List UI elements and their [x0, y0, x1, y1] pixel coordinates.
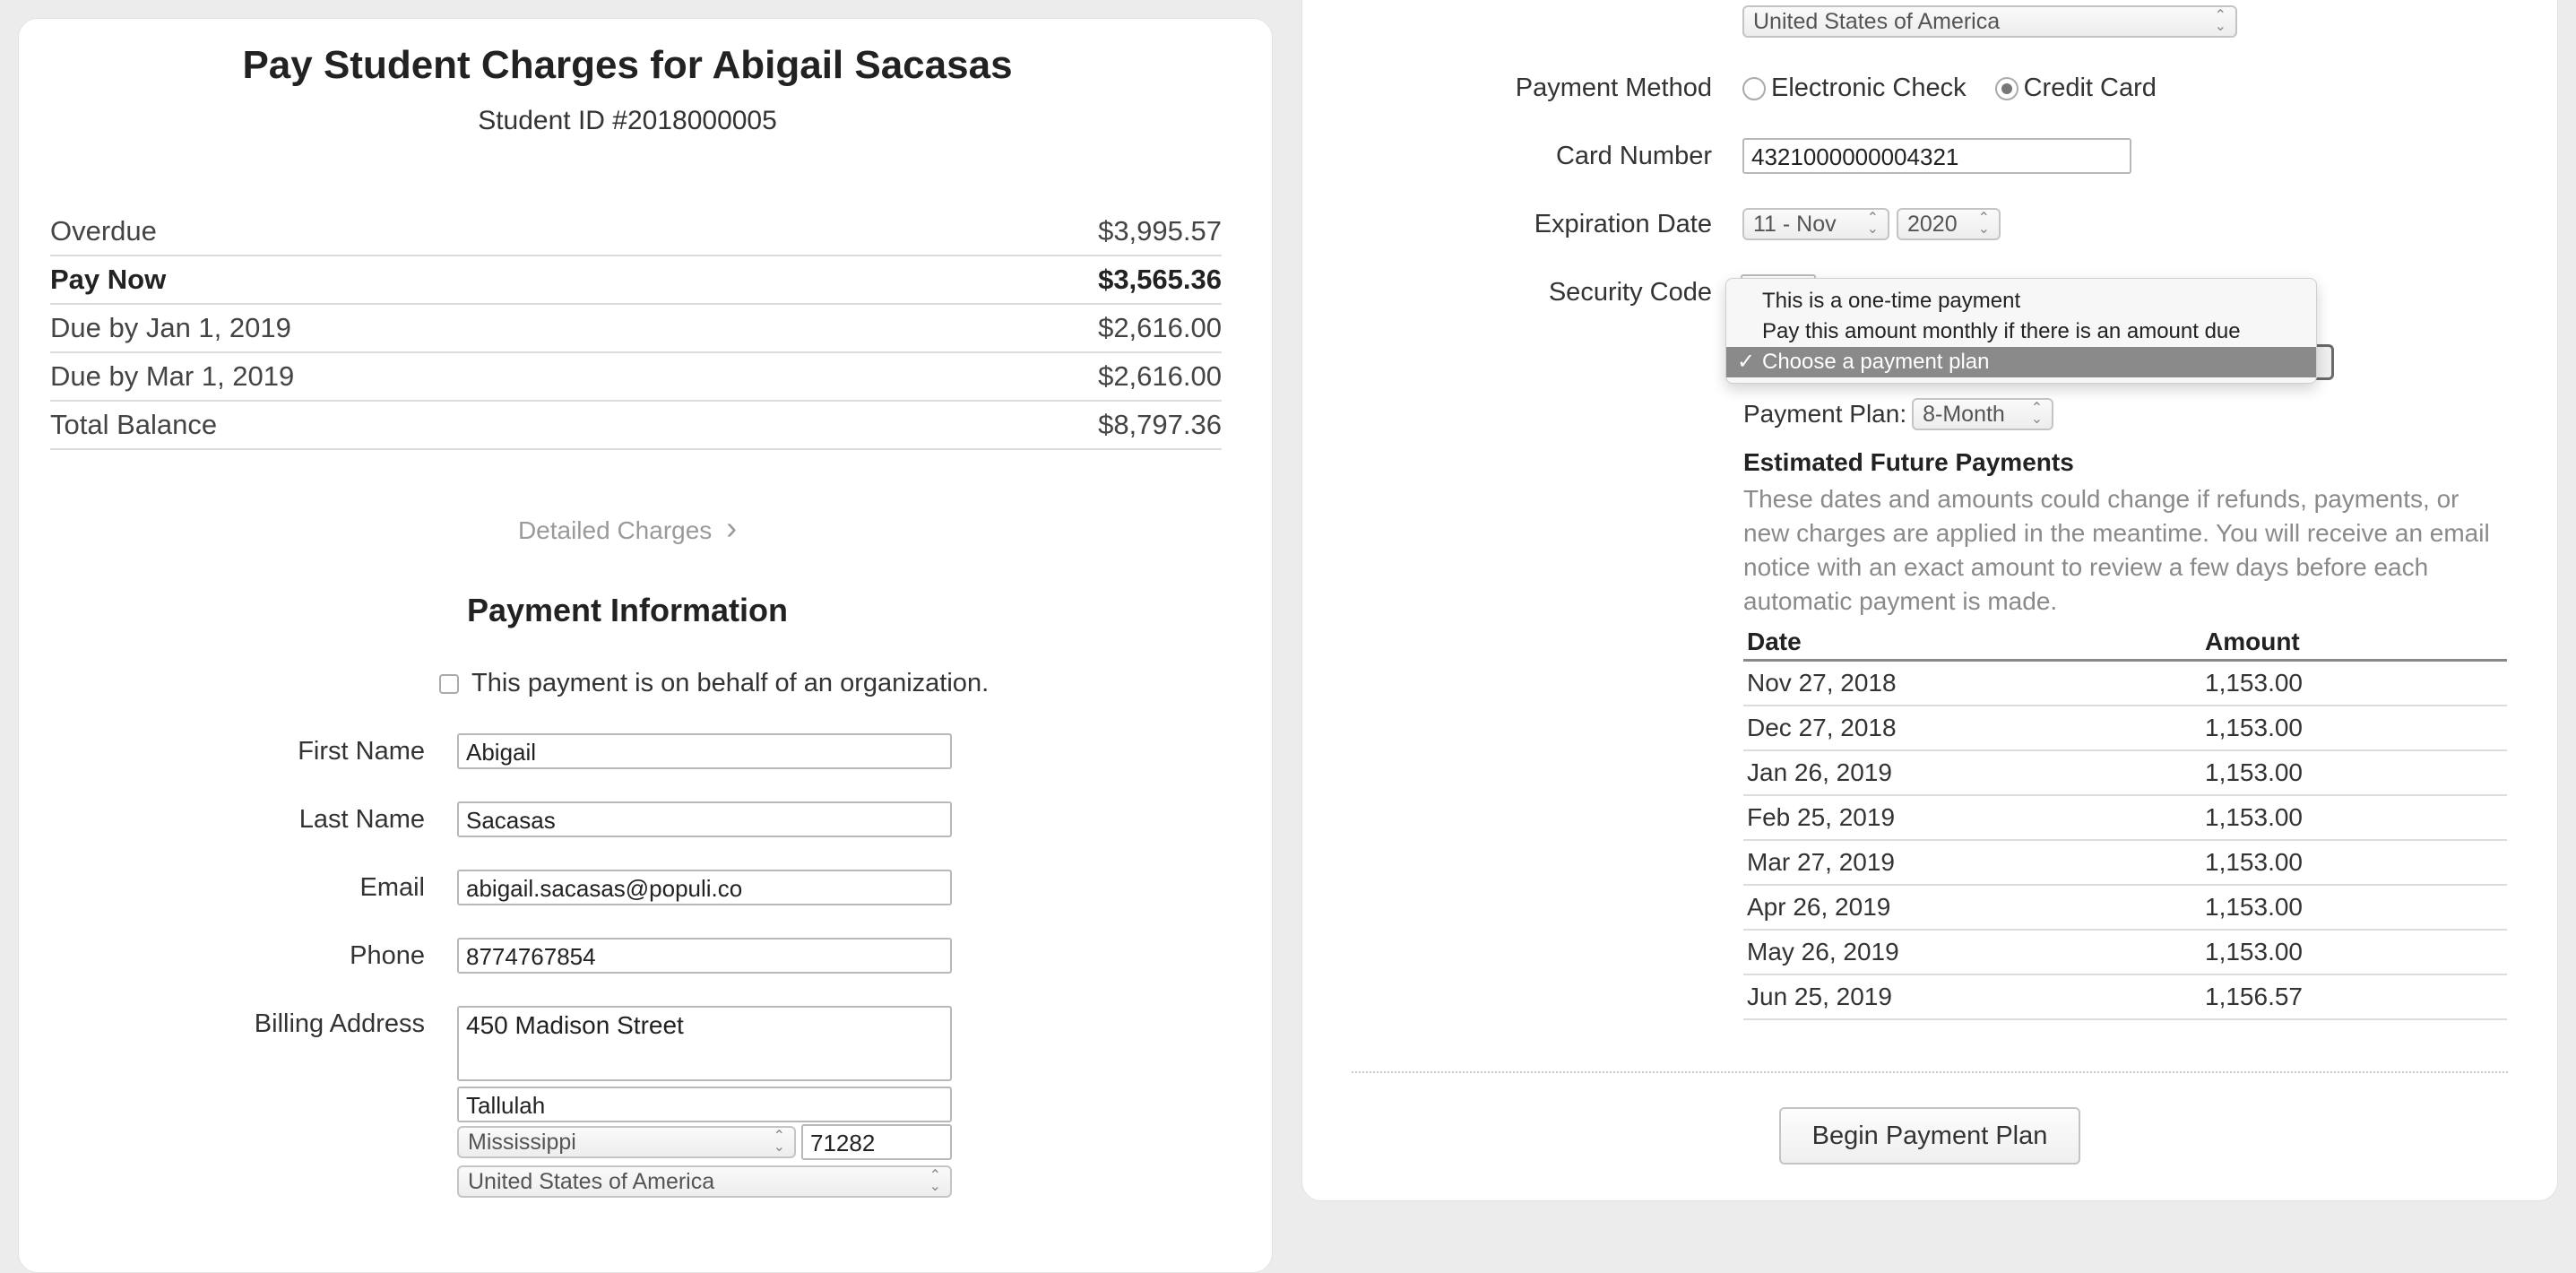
charge-label: Due by Jan 1, 2019 — [50, 312, 291, 343]
schedule-amount: 1,153.00 — [2205, 938, 2303, 966]
menu-item-monthly[interactable] — [1726, 316, 2316, 347]
schedule-amount: 1,153.00 — [2205, 758, 2303, 786]
schedule-amount: 1,156.57 — [2205, 983, 2303, 1010]
country-select[interactable] — [457, 1165, 952, 1198]
estimated-payments-title: Estimated Future Payments — [1743, 448, 2074, 476]
schedule-date: Jan 26, 2019 — [1747, 758, 1892, 786]
street-address-field[interactable]: 450 Madison Street — [457, 1006, 952, 1081]
schedule-amount: 1,153.00 — [2205, 893, 2303, 921]
exp-month-select[interactable] — [1742, 208, 1889, 240]
electronic-check-option[interactable] — [1742, 74, 1967, 103]
billing-address-label: Billing Address — [254, 1009, 425, 1038]
country-select-top[interactable] — [1742, 5, 2237, 38]
schedule-date: Mar 27, 2019 — [1747, 848, 1895, 876]
payment-plan-row — [1743, 398, 2053, 430]
schedule-date: Jun 25, 2019 — [1747, 983, 1892, 1010]
date-column-header: Date — [1747, 627, 1802, 655]
table-row — [1743, 886, 2507, 931]
payment-plan-value: 8-Month — [1923, 401, 2005, 427]
menu-item-label: This is a one-time payment — [1762, 289, 2021, 313]
select-arrows-icon: ⌃ ⌄ — [2214, 8, 2226, 34]
charge-row-overdue — [50, 208, 1222, 256]
student-charges-card — [18, 18, 1273, 1273]
estimated-payments-description: These dates and amounts could change if refunds, payments, or new charges are applied in the meantime. You will receive an email notice with an exact amount to review a few days before each automatic payment is made. — [1743, 485, 2490, 615]
charge-amount: $8,797.36 — [1098, 409, 1222, 440]
payment-method-label: Payment Method — [1515, 74, 1712, 102]
menu-item-label: Choose a payment plan — [1762, 350, 1990, 374]
schedule-date: May 26, 2019 — [1747, 938, 1899, 966]
payment-plan-label: Payment Plan: — [1743, 400, 1907, 428]
exp-year-value: 2020 — [1907, 211, 1958, 237]
phone-field[interactable]: 8774767854 — [457, 938, 952, 974]
credit-card-label: Credit Card — [2023, 74, 2157, 102]
credit-card-option[interactable] — [1995, 74, 2157, 103]
select-arrows-icon: ⌃ ⌄ — [2030, 401, 2044, 427]
table-row — [1743, 841, 2507, 886]
credit-card-radio[interactable] — [1995, 77, 2018, 100]
charge-amount: $2,616.00 — [1098, 312, 1222, 343]
payment-plan-select[interactable] — [1912, 398, 2053, 430]
email-field[interactable]: abigail.sacasas@populi.co — [457, 870, 952, 905]
schedule-amount: 1,153.00 — [2205, 848, 2303, 876]
menu-item-payment-plan[interactable] — [1726, 347, 2316, 377]
select-arrows-icon: ⌃ ⌄ — [929, 1168, 941, 1194]
menu-item-label: Pay this amount monthly if there is an amount due — [1762, 319, 2241, 343]
state-value: Mississippi — [468, 1129, 576, 1155]
select-arrows-icon: ⌃ ⌄ — [1977, 211, 1990, 237]
student-id: Student ID #2018000005 — [478, 106, 777, 135]
charge-label: Pay Now — [50, 264, 167, 295]
select-arrows-icon: ⌃ ⌄ — [1866, 211, 1879, 237]
charge-row-total — [50, 402, 1222, 450]
schedule-amount: 1,153.00 — [2205, 714, 2303, 741]
email-label: Email — [359, 873, 425, 902]
begin-payment-plan-button[interactable]: Begin Payment Plan — [1779, 1107, 2080, 1165]
security-code-label: Security Code — [1548, 278, 1712, 307]
first-name-field[interactable]: Abigail — [457, 733, 952, 769]
table-row — [1743, 662, 2507, 706]
card-number-label: Card Number — [1555, 142, 1712, 170]
chevron-right-icon: › — [726, 509, 738, 546]
table-row — [1743, 751, 2507, 796]
charge-label: Due by Mar 1, 2019 — [50, 360, 295, 392]
menu-item-one-time[interactable] — [1726, 286, 2316, 316]
org-checkbox-row[interactable] — [439, 669, 989, 698]
last-name-label: Last Name — [298, 805, 425, 834]
charge-label: Total Balance — [50, 409, 218, 440]
charge-amount: $2,616.00 — [1098, 360, 1222, 392]
charge-amount: $3,995.57 — [1098, 215, 1222, 247]
section-divider — [1352, 1071, 2508, 1073]
exp-year-select[interactable] — [1897, 208, 2001, 240]
schedule-amount: 1,153.00 — [2205, 803, 2303, 831]
schedule-amount: 1,153.00 — [2205, 669, 2303, 697]
page-title: Pay Student Charges for Abigail Sacasas — [242, 43, 1013, 87]
detailed-charges-label: Detailed Charges — [517, 516, 713, 544]
city-field[interactable]: Tallulah — [457, 1087, 952, 1122]
state-select[interactable] — [457, 1126, 796, 1158]
electronic-check-label: Electronic Check — [1771, 74, 1967, 102]
exp-month-value: 11 - Nov — [1753, 211, 1837, 237]
payment-option-dropdown-menu — [1725, 278, 2317, 384]
table-row — [1743, 796, 2507, 841]
charges-summary-table — [50, 208, 1222, 450]
country-value: United States of America — [468, 1168, 715, 1194]
schedule-header-row — [1743, 624, 2507, 662]
org-checkbox[interactable] — [439, 674, 459, 694]
charge-row-due-mar — [50, 353, 1222, 402]
zip-field[interactable]: 71282 — [801, 1124, 952, 1160]
payment-info-title: Payment Information — [466, 592, 789, 628]
schedule-date: Nov 27, 2018 — [1747, 669, 1897, 697]
charge-label: Overdue — [50, 215, 157, 247]
schedule-date: Apr 26, 2019 — [1747, 893, 1891, 921]
charge-row-pay-now — [50, 256, 1222, 305]
payment-schedule-table — [1743, 624, 2507, 1020]
payment-method-radio-group — [1742, 74, 2185, 103]
phone-label: Phone — [350, 941, 425, 970]
amount-column-header: Amount — [2205, 627, 2300, 655]
country-value: United States of America — [1753, 8, 2001, 34]
org-checkbox-label: This payment is on behalf of an organization. — [471, 669, 990, 697]
schedule-date: Dec 27, 2018 — [1747, 714, 1897, 741]
table-row — [1743, 975, 2507, 1020]
table-row — [1743, 931, 2507, 975]
last-name-field[interactable]: Sacasas — [457, 801, 952, 837]
checkmark-icon: ✓ — [1737, 350, 1756, 374]
charge-row-due-jan — [50, 305, 1222, 353]
first-name-label: First Name — [298, 737, 425, 766]
expiration-date-label: Expiration Date — [1534, 210, 1712, 238]
detailed-charges-link[interactable] — [0, 509, 1255, 547]
table-row — [1743, 706, 2507, 751]
charge-amount: $3,565.36 — [1098, 264, 1222, 295]
card-number-field[interactable]: 4321000000004321 — [1742, 138, 2131, 174]
select-arrows-icon: ⌃ ⌄ — [773, 1129, 785, 1155]
schedule-date: Feb 25, 2019 — [1747, 803, 1896, 831]
electronic-check-radio[interactable] — [1742, 77, 1766, 100]
